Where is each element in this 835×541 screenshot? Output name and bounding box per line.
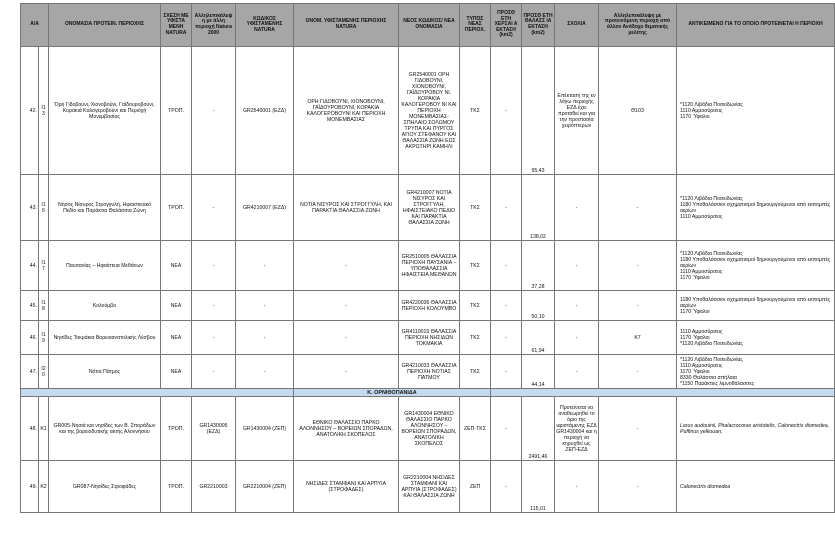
cell-overlap: - (192, 355, 236, 389)
cell-row-id: I20 (39, 355, 49, 389)
cell-new-code: GR4210007 ΝΟΤΙΑ ΝΙΣΥΡΟΣ ΚΑΙ ΣΤΡΟΓΓΥΛΗ, ΗΦΑΙΣΤΕΙΑΚΟ ΠΕΔΙΟ ΚΑΙ ΠΑΡΑΚΤΙΑ ΘΑΛΑΣΣΙΑ ΖΩΝΗ (399, 175, 460, 241)
section-spacer (21, 389, 294, 397)
cell-existing-code: - (236, 355, 294, 389)
cell-relation: ΤΡΟΠ. (161, 47, 192, 175)
cell-comments: - (555, 461, 599, 513)
cell-row-number: 49. (21, 461, 39, 513)
cell-subject: 1110 Αμμοσύρσεις 1170 Ύφαλοι *1120 Λιβάδια Ποσειδωνίας (677, 321, 835, 355)
header-land: ΠΡΟΣΘ ΕΤΗ ΧΕΡΣΑΙ Α ΕΚΤΑΣΗ (km2) (491, 4, 522, 47)
cell-overlap: - (192, 241, 236, 291)
cell-overlap: GR1430005 (ΕΖΔ) (192, 397, 236, 461)
cell-site-type: ΤΚΣ (460, 47, 491, 175)
cell-row-id: I15 (39, 175, 49, 241)
cell-new-code: GR1430004 ΕΘΝΙΚΟ ΘΑΛΑΣΣΙΟ ΠΑΡΚΟ ΑΛΟΝΝΗΣΟΥ – ΒΟΡΕΙΩΝ ΣΠΟΡΑΔΩΝ, ΑΝΑΤΟΛΙΚΗ ΣΚΟΠΕΛΟΣ (399, 397, 460, 461)
cell-site-name: Κολούμβο (49, 291, 161, 321)
cell-row-id: I18 (39, 291, 49, 321)
cell-site-type: ΤΚΣ (460, 321, 491, 355)
cell-relation: ΝΕΑ (161, 321, 192, 355)
cell-land-area: - (491, 355, 522, 389)
header-type: ΤΥΠΟΣ ΝΕΑΣ ΠΕΡΙΟΧ. (460, 4, 491, 47)
cell-existing-name: - (294, 321, 399, 355)
cell-new-code: GR2510005 ΘΑΛΑΣΣΙΑ ΠΕΡΙΟΧΗ ΠΑΥΣΑΝΙΑ – ΥΠΟΘΑΛΑΣΣΙΑ ΗΦΑΙΣΤΕΙΑ ΜΕΘΑΝΩΝ (399, 241, 460, 291)
cell-row-id: K2 (39, 461, 49, 513)
cell-other-overlap: - (599, 241, 677, 291)
cell-site-name: Νότια Πάτμος (49, 355, 161, 389)
cell-subject: Calonectris diomedea (677, 461, 835, 513)
cell-land-area: - (491, 397, 522, 461)
cell-existing-name: ΝΟΤΙΑ ΝΙΣΥΡΟΣ ΚΑΙ ΣΤΡΟΓΓΥΛΗ, ΚΑΙ ΠΑΡΑΚΤΙΑ ΘΑΛΑΣΣΙΑ ΖΩΝΗ (294, 175, 399, 241)
cell-subject: *1120 Λιβάδια Ποσειδωνίας 1180 Υποθαλάσσιοι σχηματισμοί δημιουργούμενοι από εκπομπές αερίων 1110 Αμμοσύρσεις 1170 Ύφαλοι (677, 241, 835, 291)
section-header-row (21, 389, 835, 397)
cell-site-name: Όρη Γιδοβούνι, Χιονοβούνι, Γαϊδουροβούνι, Κορακιά Καλογεροβούνι και Περιοχή Μονεμβασίας (49, 47, 161, 175)
cell-other-overlap: - (599, 291, 677, 321)
cell-other-overlap: - (599, 397, 677, 461)
cell-site-type: ΤΚΣ (460, 291, 491, 321)
cell-overlap: - (192, 321, 236, 355)
table-row (21, 175, 835, 241)
table-row (21, 241, 835, 291)
table-row (21, 321, 835, 355)
cell-existing-name: - (294, 355, 399, 389)
cell-row-number: 42. (21, 47, 39, 175)
cell-sea-area: 115,01 (522, 461, 555, 513)
cell-other-overlap: Κ7 (599, 321, 677, 355)
cell-relation: ΤΡΟΠ. (161, 397, 192, 461)
cell-comments: - (555, 321, 599, 355)
cell-sea-area: 138,02 (522, 175, 555, 241)
table-row (21, 291, 835, 321)
header-existing-name: ΟΝΟΜ. ΥΦΙΣΤΑΜΕΝΗΣ ΠΕΡΙΟΧΗΣ NATURA (294, 4, 399, 47)
cell-subject: *1120 Λιβάδια Ποσειδωνίας 1110 Αμμοσύρσεις 1170 Ύφαλοι (677, 47, 835, 175)
cell-site-name: Παυσανίας – Ηφαίστεια Μεθάνων (49, 241, 161, 291)
table-row (21, 461, 835, 513)
cell-row-id: I17 (39, 241, 49, 291)
cell-site-type: ΤΚΣ (460, 175, 491, 241)
cell-land-area: - (491, 47, 522, 175)
cell-new-code: GR4110015 ΘΑΛΑΣΣΙΑ ΠΕΡΙΟΧΗ ΝΗΣΙΔΩΝ ΤΟΚΜΑΚΙΑ (399, 321, 460, 355)
cell-new-code: GR4210033 ΘΑΛΑΣΣΙΑ ΠΕΡΙΟΧΗ ΝΟΤΙΑΣ ΠΑΤΜΟΥ (399, 355, 460, 389)
cell-overlap: GR2210003 (192, 461, 236, 513)
cell-subject: *1120 Λιβάδια Ποσειδωνίας 1110 Αμμοσύρσεις 1170 Ύφαλοι 8330 Θαλάσσια σπήλαια *1150 Παράκτιες λιμνοθάλασσες (677, 355, 835, 389)
header-sea: ΠΡΟΣΘ ΕΤΗ ΘΑΛΑΣΣ ΙΑ ΕΚΤΑΣΗ (km2) (522, 4, 555, 47)
cell-comments: Προτείνεται να αναθεωρηθεί το όριο της υφιστάμενης ΕΖΔ GR1430004 και η περιοχή να κηρυχθεί ως ΖΕΠ-ΕΖΔ (555, 397, 599, 461)
cell-site-name: Νησίδες Τοκμάκια Βορειοανατολικής Λέσβου (49, 321, 161, 355)
cell-relation: ΝΕΑ (161, 241, 192, 291)
cell-relation: ΤΡΟΠ. (161, 175, 192, 241)
cell-site-type: ΖΕΠ-ΤΚΣ (460, 397, 491, 461)
cell-subject: *1120 Λιβάδια Ποσειδωνίας 1180 Υποθαλάσσιοι σχηματισμοί δημιουργούμενοι από εκπομπές αερίων 1110 Αμμοσύρσεις (677, 175, 835, 241)
cell-other-overlap: - (599, 461, 677, 513)
cell-existing-code: GR2540001 (ΕΖΔ) (236, 47, 294, 175)
cell-row-number: 43. (21, 175, 39, 241)
cell-existing-name: - (294, 241, 399, 291)
table-row (21, 47, 835, 175)
cell-new-code: GR2540001 ΟΡΗ ΓΙΔΟΒΟΥΝΙ, ΧΙΟΝΟΒΟΥΝΙ, ΓΑΪΔΟΥΡΟΒΟΥ ΝΙ, ΚΟΡΑΚΙΑ ΚΑΛΟΓΕΡΟΒΟΥ ΝΙ ΚΑΙ ΠΕΡΙΟΧΗ ΜΟΝΕΜΒΑΣΙΑΣ- ΣΠΗΛΑΙΟ ΣΟΛΩΜΟΥ ΤΡΥΠΑ ΚΑΙ ΠΥΡΓΟΣ ΑΓΙΟΥ ΣΤΕΦΑΝΟΥ ΚΑΙ ΘΑΛΑΣΣΙΑ ΖΩΝΗ ΕΩΣ ΑΚΡΩΤΗΡΙ ΚΑΜΗΛΙ (399, 47, 460, 175)
cell-site-type: ΤΚΣ (460, 355, 491, 389)
cell-comments: Επέκταση της εν λόγω περιοχής ΕΖΔ έχει προταθεί και για την προστασία χειρόπτερων (555, 47, 599, 175)
cell-relation: ΝΕΑ (161, 291, 192, 321)
cell-row-number: 44. (21, 241, 39, 291)
cell-land-area: - (491, 461, 522, 513)
header-code: ΚΩΔΙΚΟΣ ΥΦΙΣΤΑΜΕΝΗΣ NATURA (236, 4, 294, 47)
table-row (21, 355, 835, 389)
cell-subject: Larus audouinii, Phalacrocorax aristotelis, Calonectris diomedea, Puffinus yelkouan, (677, 397, 835, 461)
cell-existing-code: GR4210007 (ΕΖΔ) (236, 175, 294, 241)
cell-sea-area: 50,10 (522, 291, 555, 321)
cell-comments: - (555, 355, 599, 389)
header-overlap: Αλληλεπικάλυψ η με άλλη περιοχή Natura 2000 (192, 4, 236, 47)
cell-row-number: 45. (21, 291, 39, 321)
cell-sea-area: 2491,46 (522, 397, 555, 461)
cell-existing-name: - (294, 291, 399, 321)
cell-overlap: - (192, 175, 236, 241)
cell-relation: ΤΡΟΠ. (161, 461, 192, 513)
cell-other-overlap: - (599, 355, 677, 389)
cell-land-area: - (491, 321, 522, 355)
natura-sites-table (20, 3, 835, 513)
cell-sea-area: 95,43 (522, 47, 555, 175)
cell-site-name: Νήσος Νίσυρος Στρογγυλή, Ηφαιστειακό Πεδίο και Παράκτια Θαλάσσια Ζώνη (49, 175, 161, 241)
cell-relation: ΝΕΑ (161, 355, 192, 389)
header-new-code: ΝΕΟΣ ΚΩΔΙΚΟΣ/ ΝΕΑ ΟΝΟΜΑΣΙΑ (399, 4, 460, 47)
cell-row-number: 48. (21, 397, 39, 461)
cell-row-number: 46. (21, 321, 39, 355)
section-spacer (491, 389, 835, 397)
cell-row-id: I13 (39, 47, 49, 175)
header-other: Αλληλεπικάλυψη με προτεινόμενη περιοχή από άλλον Ανάδοχο θεματικής μελέτης (599, 4, 677, 47)
cell-sea-area: 37,28 (522, 241, 555, 291)
cell-row-id: I19 (39, 321, 49, 355)
cell-comments: - (555, 291, 599, 321)
cell-subject: 1180 Υποθαλάσσιοι σχηματισμοί δημιουργούμενοι από εκπομπές αερίων 1170 Ύφαλοι (677, 291, 835, 321)
cell-overlap: - (192, 291, 236, 321)
cell-site-name: GR005-Νησιά και νησίδες των Β. Σποράδων και της βορειοδυτικής ακτής Αλοννήσου (49, 397, 161, 461)
cell-existing-name: ΕΘΝΙΚΟ ΘΑΛΑΣΣΙΟ ΠΑΡΚΟ ΑΛΟΝΝΗΣΟΥ – ΒΟΡΕΙΩΝ ΣΠΟΡΑΔΩΝ, ΑΝΑΤΟΛΙΚΗ ΣΚΟΠΕΛΟΣ (294, 397, 399, 461)
cell-existing-code: - (236, 291, 294, 321)
cell-existing-name: ΟΡΗ ΓΙΔΟΒΟΥΝΙ, ΧΙΟΝΟΒΟΥΝΙ, ΓΑΪΔΟΥΡΟΒΟΥΝΙ, ΚΟΡΑΚΙΑ ΚΑΛΟΓΕΡΟΒΟΥΝΙ ΚΑΙ ΠΕΡΙΟΧΗ ΜΟΝΕΜΒΑΣΙΑΣ (294, 47, 399, 175)
header-relation: ΣΧΕΣΗ ΜΕ ΥΦΙΣΤΑ ΜΕΝΗ NATURA (161, 4, 192, 47)
section-title: Κ. ΟΡΝΙΘΟΠΑΝΙΔΑ (294, 389, 491, 397)
header-num: Α/Α (21, 4, 49, 47)
cell-land-area: - (491, 241, 522, 291)
cell-other-overlap: - (599, 175, 677, 241)
cell-site-type: ΖΕΠ (460, 461, 491, 513)
cell-sea-area: 61,94 (522, 321, 555, 355)
cell-site-name: GR087-Νησίδες Στροφάδες (49, 461, 161, 513)
header-row (21, 4, 835, 47)
cell-site-type: ΤΚΣ (460, 241, 491, 291)
cell-other-overlap: Θ103 (599, 47, 677, 175)
header-name: ΟΝΟΜΑΣΙΑ ΠΡΟΤΕΙΝ. ΠΕΡΙΟΧΗΣ (49, 4, 161, 47)
cell-row-number: 47. (21, 355, 39, 389)
cell-existing-name: ΝΗΣΙΔΕΣ ΣΤΑΜΦΑΝΙ ΚΑΙ ΑΡΠΥΙΑ (ΣΤΡΟΦΑΔΕΣ) (294, 461, 399, 513)
cell-overlap: - (192, 47, 236, 175)
header-subject: ΑΝΤΙΚΕΙΜΕΝΟ ΓΙΑ ΤΟ ΟΠΟΙΟ ΠΡΟΤΕΙΝΕΤΑΙ Η ΠΕΡΙΟΧΗ (677, 4, 835, 47)
cell-land-area: - (491, 291, 522, 321)
cell-existing-code: - (236, 321, 294, 355)
cell-existing-code: GR1430004 (ΖΕΠ) (236, 397, 294, 461)
table-row (21, 397, 835, 461)
cell-comments: - (555, 241, 599, 291)
cell-row-id: K1 (39, 397, 49, 461)
cell-sea-area: 44,14 (522, 355, 555, 389)
table-body (21, 47, 835, 513)
cell-new-code: GR2210004 ΝΗΣΙΔΕΣ ΣΤΑΜΦΑΝΙ ΚΑΙ ΑΡΠΥΙΑ (ΣΤΡΟΦΑΔΕΣ) ΚΑΙ ΘΑΛΑΣΣΙΑ ΖΩΝΗ (399, 461, 460, 513)
cell-existing-code: GR2210004 (ΖΕΠ) (236, 461, 294, 513)
header-comments: ΣΧΟΛΙΑ (555, 4, 599, 47)
cell-new-code: GR4220036 ΘΑΛΑΣΣΙΑ ΠΕΡΙΟΧΗ ΚΟΛΟΥΜΒΟ (399, 291, 460, 321)
cell-existing-code: - (236, 241, 294, 291)
cell-land-area: - (491, 175, 522, 241)
cell-comments: - (555, 175, 599, 241)
